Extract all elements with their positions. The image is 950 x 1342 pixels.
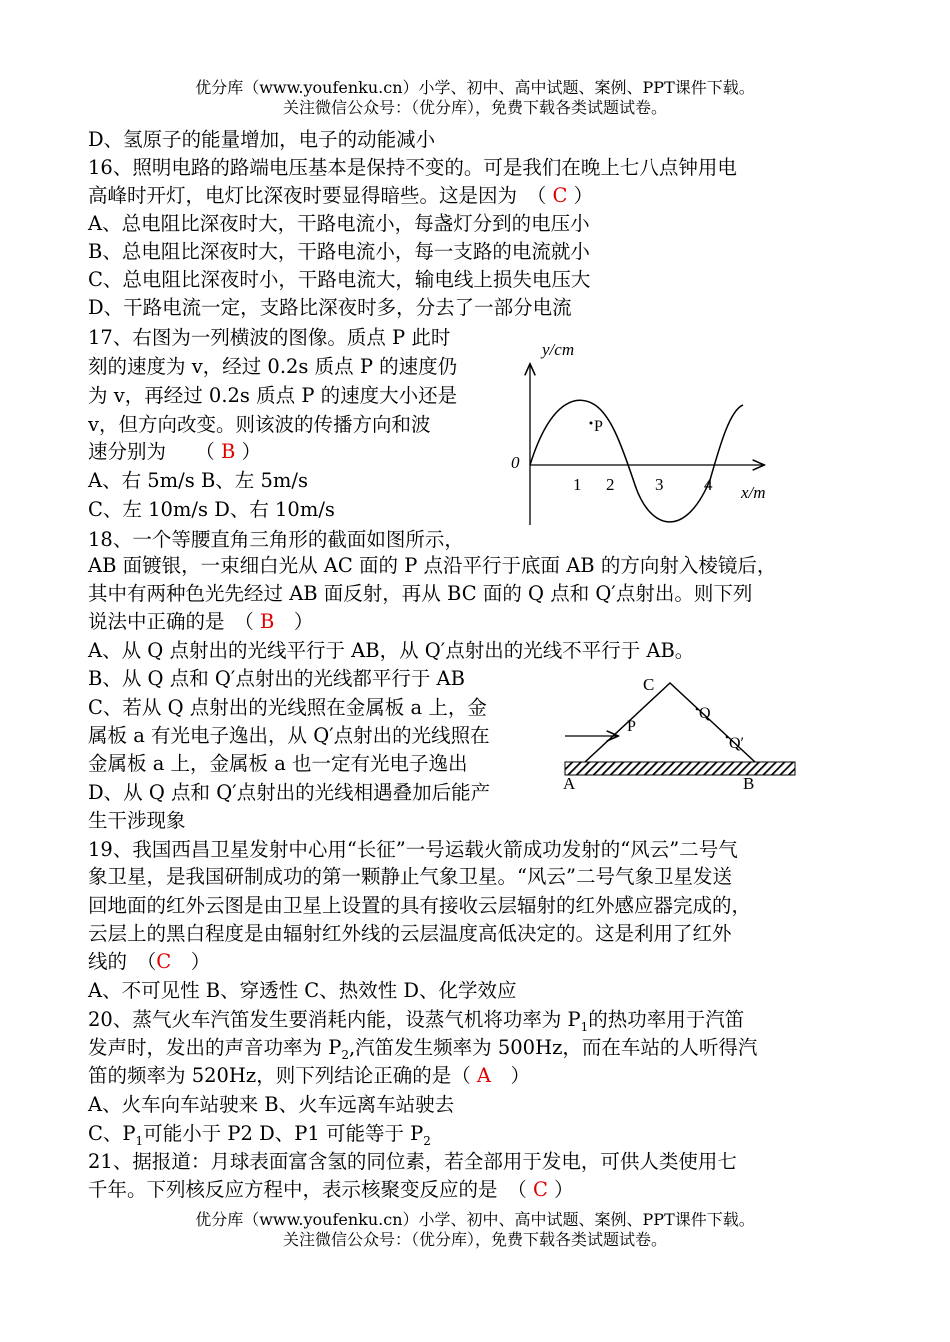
- q16-option-d: D、干路电流一定，支路比深夜时多，分去了一部分电流: [88, 296, 572, 319]
- q16-option-a: A、总电阻比深夜时大，干路电流小，每盏灯分到的电压小: [88, 212, 590, 235]
- q16-stem-1: 16、照明电路的路端电压基本是保持不变的。可是我们在晚上七八点钟用电: [88, 156, 737, 179]
- q18-close: ）: [274, 610, 314, 633]
- footer-line-1: 优分库（www.youfenku.cn）小学、初中、高中试题、案例、PPT课件下载。: [195, 1210, 755, 1229]
- q16-close: ）: [573, 184, 594, 207]
- q17-stem-5-text: 速分别为 （: [88, 440, 215, 463]
- header-line-1: 优分库（www.youfenku.cn）小学、初中、高中试题、案例、PPT课件下载。: [195, 78, 755, 97]
- q18-option-d-1: D、从 Q 点和 Q′点射出的光线相遇叠加后能产: [88, 781, 491, 804]
- q17-stem-5: [88, 438, 261, 466]
- q20-stem-1a: 20、蒸气火车汽笛发生要消耗内能，设蒸气机将功率为 P: [88, 1008, 581, 1031]
- q19-stem-5-text: 线的 （: [88, 950, 157, 973]
- q20-option-d-sub: 2: [423, 1133, 431, 1148]
- q17-stem-4: v，但方向改变。则该波的传播方向和波: [88, 413, 431, 436]
- page-header: [0, 78, 950, 118]
- q20-stem-2b: ,汽笛发生频率为 500Hz，而在车站的人听得汽: [348, 1036, 758, 1059]
- q20-sub-2: 2: [341, 1047, 349, 1062]
- q19-stem-1: 19、我国西昌卫星发射中心用“长征”一号运载火箭成功发射的“风云”二号气: [88, 838, 738, 861]
- q21-stem-2-text: 千年。下列核反应方程中，表示核聚变反应的是 （: [88, 1178, 527, 1201]
- q17-options-cd: C、左 10m/s D、右 10m/s: [88, 498, 335, 521]
- q20-sub-1: 1: [580, 1019, 589, 1034]
- wave-tick-1: 1: [573, 475, 582, 494]
- q20-options-ab: A、火车向车站驶来 B、火车远离车站驶去: [88, 1093, 455, 1116]
- wave-x-label: x/m: [741, 483, 766, 502]
- q18-option-b: B、从 Q 点和 Q′点射出的光线都平行于 AB: [88, 667, 465, 690]
- label-a: A: [563, 774, 576, 793]
- q19-stem-5: [88, 948, 210, 976]
- q19-stem-4: 云层上的黑白程度是由辐射红外线的云层温度高低决定的。这是利用了红外: [88, 922, 732, 945]
- q20-option-c-prefix: C、P: [88, 1122, 136, 1145]
- q17-answer: B: [220, 440, 236, 463]
- q17-stem-3: 为 v，再经过 0.2s 质点 P 的速度大小还是: [88, 384, 458, 407]
- wave-y-label: y/cm: [542, 340, 575, 359]
- q20-stem-1b: 的热功率用于汽笛: [588, 1008, 745, 1031]
- wave-tick-2: 2: [606, 475, 615, 494]
- q15-option-d: D、氢原子的能量增加，电子的动能减小: [88, 128, 436, 151]
- label-q-prime: Q′: [729, 735, 745, 752]
- point-q-dot: [696, 708, 699, 711]
- q18-option-c-2: 属板 a 有光电子逸出，从 Q′点射出的光线照在: [88, 724, 490, 747]
- q20-option-c-sub: 1: [135, 1133, 144, 1148]
- q21-answer: C: [532, 1178, 548, 1201]
- q18-stem-4-text: 说法中正确的是 （: [88, 610, 254, 633]
- q17-stem-1: 17、右图为一列横波的图像。质点 P 此时: [88, 326, 451, 349]
- q19-stem-2: 象卫星，是我国研制成功的第一颗静止气象卫星。“风云”二号气象卫星发送: [88, 865, 732, 888]
- wave-graph: [505, 335, 780, 530]
- point-p-label: P: [594, 418, 603, 435]
- page-footer: [0, 1210, 950, 1250]
- q17-options-ab: A、右 5m/s B、左 5m/s: [88, 469, 308, 492]
- wave-curve: [530, 400, 743, 522]
- q19-stem-3: 回地面的红外云图是由卫星上设置的具有接收云层辐射的红外感应器完成的，: [88, 894, 752, 917]
- label-q: Q: [699, 705, 711, 722]
- q18-stem-2: AB 面镀银，一束细白光从 AC 面的 P 点沿平行于底面 AB 的方向射入棱镜后，: [88, 554, 777, 577]
- q16-option-c: C、总电阻比深夜时小，干路电流大，输电线上损失电压大: [88, 268, 591, 291]
- q20-option-cd-text: 可能小于 P2 D、P1 可能等于 P: [143, 1122, 424, 1145]
- q20-close: ）: [491, 1064, 531, 1087]
- label-b: B: [743, 774, 755, 793]
- label-c: C: [643, 675, 655, 694]
- label-p: P: [627, 718, 636, 735]
- q16-stem-2-text: 高峰时开灯，电灯比深夜时要显得暗些。这是因为 （: [88, 184, 547, 207]
- q18-answer: B: [259, 610, 275, 633]
- q19-close: ）: [171, 950, 211, 973]
- q19-options: A、不可见性 B、穿透性 C、热效性 D、化学效应: [88, 979, 517, 1002]
- point-p-dot: [590, 422, 593, 425]
- wave-tick-4: 4: [704, 475, 713, 494]
- header-line-2: 关注微信公众号：（优分库），免费下载各类试题试卷。: [282, 98, 667, 117]
- q16-answer: C: [552, 184, 568, 207]
- q21-close: ）: [554, 1178, 574, 1201]
- q18-stem-4: [88, 608, 313, 636]
- prism-diagram: [555, 668, 805, 798]
- q18-option-a: A、从 Q 点射出的光线平行于 AB，从 Q′点射出的光线不平行于 AB。: [88, 639, 695, 662]
- q18-option-c-1: C、若从 Q 点射出的光线照在金属板 a 上，金: [88, 696, 487, 719]
- q19-answer: C: [156, 950, 172, 973]
- q20-stem-2a: 发声时，发出的声音功率为 P: [88, 1036, 342, 1059]
- silvered-base: [565, 762, 795, 775]
- wave-tick-3: 3: [655, 475, 664, 494]
- q20-stem-3: [88, 1062, 530, 1090]
- q17-stem-2: 刻的速度为 v，经过 0.2s 质点 P 的速度仍: [88, 355, 458, 378]
- point-q-prime-dot: [726, 736, 729, 739]
- wave-origin-label: 0: [511, 453, 520, 472]
- q18-option-c-3: 金属板 a 上，金属板 a 也一定有光电子逸出: [88, 752, 468, 775]
- q16-option-b: B、总电阻比深夜时大，干路电流小，每一支路的电流就小: [88, 240, 590, 263]
- q21-stem-2: [88, 1176, 574, 1204]
- q20-answer: A: [476, 1064, 491, 1087]
- q16-stem-2: [88, 182, 593, 210]
- q18-stem-1: 18、一个等腰直角三角形的截面如图所示，: [88, 528, 464, 551]
- q18-stem-3: 其中有两种色光先经过 AB 面反射，再从 BC 面的 Q 点和 Q′点射出。则下列: [88, 582, 753, 605]
- q18-option-d-2: 生干涉现象: [88, 809, 186, 832]
- q20-stem-3a: 笛的频率为 520Hz，则下列结论正确的是（: [88, 1064, 471, 1087]
- q17-close: ）: [241, 440, 262, 463]
- footer-line-2: 关注微信公众号：（优分库），免费下载各类试题试卷。: [282, 1230, 667, 1249]
- q21-stem-1: 21、据报道：月球表面富含氢的同位素，若全部用于发电，可供人类使用七: [88, 1150, 737, 1173]
